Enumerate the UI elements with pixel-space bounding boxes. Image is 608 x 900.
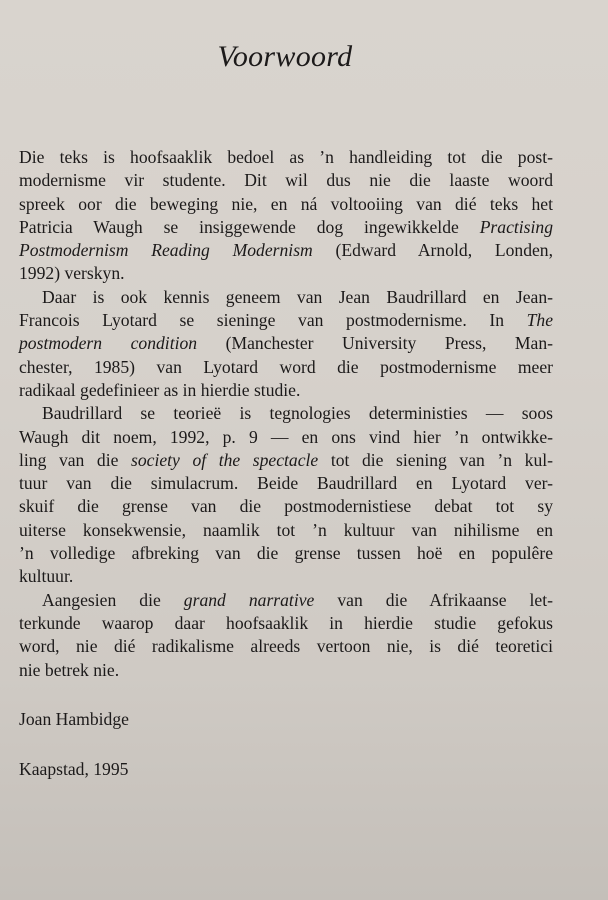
text-line bbox=[19, 216, 553, 239]
text-run: Daar is ook kennis geneem van Jean Baudrillard en Jean- bbox=[42, 286, 553, 307]
text-line bbox=[19, 472, 553, 495]
text-line bbox=[19, 402, 553, 425]
text-line bbox=[19, 542, 553, 565]
text-run: terkunde waarop daar hoofsaaklik in hierdie studie gefokus bbox=[19, 612, 553, 633]
text-run: skuif die grense van die postmodernistiese debat tot sy bbox=[19, 496, 553, 517]
text-run: Die teks is hoofsaaklik bedoel as ’n handleiding tot die post- bbox=[19, 147, 553, 167]
preface-body bbox=[19, 146, 553, 682]
text-run: modernisme vir studente. Dit wil dus nie die laaste woord bbox=[19, 170, 553, 191]
text-line bbox=[19, 309, 553, 332]
text-line bbox=[19, 495, 553, 518]
text-line bbox=[19, 635, 553, 658]
italic-title: Practising bbox=[479, 216, 553, 237]
text-line bbox=[19, 169, 553, 192]
text-run: ’n volledige afbreking van die grense tussen hoë en populêre bbox=[19, 543, 553, 564]
paragraph bbox=[19, 146, 553, 286]
text-line bbox=[19, 589, 553, 612]
author-signature: Joan Hambidge bbox=[19, 709, 129, 729]
text-line bbox=[19, 146, 553, 169]
text-line bbox=[19, 449, 553, 472]
text-line bbox=[19, 379, 553, 402]
text-line bbox=[19, 612, 553, 635]
text-run: word, nie dié radikalisme alreeds vertoon nie, is dié teoretici bbox=[19, 636, 553, 657]
text-line bbox=[19, 332, 553, 355]
text-run: van die Afrikaanse let- bbox=[314, 589, 553, 610]
place-and-date: Kaapstad, 1995 bbox=[19, 759, 129, 779]
text-run: chester, 1985) van Lyotard word die postmodernisme meer bbox=[19, 356, 553, 377]
text-run: spreek oor die beweging nie, en ná voltooiing van dié teks het bbox=[19, 193, 553, 214]
text-run: kultuur. bbox=[19, 566, 74, 587]
text-run: 1992) verskyn. bbox=[19, 263, 125, 284]
italic-title: society of the spectacle bbox=[131, 449, 319, 470]
text-run: Aangesien die bbox=[42, 589, 184, 610]
text-line bbox=[19, 193, 553, 216]
paragraph bbox=[19, 402, 553, 588]
text-line bbox=[19, 659, 553, 682]
italic-title: postmodern condition bbox=[19, 333, 198, 354]
text-run: tuur van die simulacrum. Beide Baudrillard en Lyotard ver- bbox=[19, 473, 553, 494]
text-run: tot die siening van ’n kul- bbox=[318, 449, 553, 470]
text-line bbox=[19, 286, 553, 309]
text-line bbox=[19, 239, 553, 262]
text-run: ling van die bbox=[19, 449, 132, 470]
text-run: nie betrek nie. bbox=[19, 659, 120, 680]
page-title: Voorwoord bbox=[217, 40, 353, 73]
text-line bbox=[19, 356, 553, 379]
text-run: uiterse konsekwensie, naamlik tot ’n kultuur van nihilisme en bbox=[19, 519, 553, 540]
text-run: Baudrillard se teorieë is tegnologies deterministies — soos bbox=[42, 403, 553, 424]
text-run: Patricia Waugh se insiggewende dog ingewikkelde bbox=[19, 216, 480, 237]
text-run: Francois Lyotard se sieninge van postmodernisme. In bbox=[19, 310, 527, 331]
text-line bbox=[19, 519, 553, 542]
paragraph bbox=[19, 286, 553, 402]
italic-title: grand narrative bbox=[183, 589, 315, 610]
text-line bbox=[19, 262, 553, 285]
text-run: (Edward Arnold, Londen, bbox=[312, 240, 553, 261]
paragraph bbox=[19, 589, 553, 682]
text-line bbox=[19, 565, 553, 588]
italic-title: The bbox=[526, 310, 553, 331]
italic-title: Postmodernism Reading Modernism bbox=[19, 240, 313, 261]
text-run: Waugh dit noem, 1992, p. 9 — en ons vind hier ’n ontwikke- bbox=[19, 426, 553, 447]
text-run: (Manchester University Press, Man- bbox=[197, 333, 553, 354]
text-line bbox=[19, 426, 553, 449]
text-run: radikaal gedefinieer as in hierdie studie. bbox=[19, 379, 301, 400]
